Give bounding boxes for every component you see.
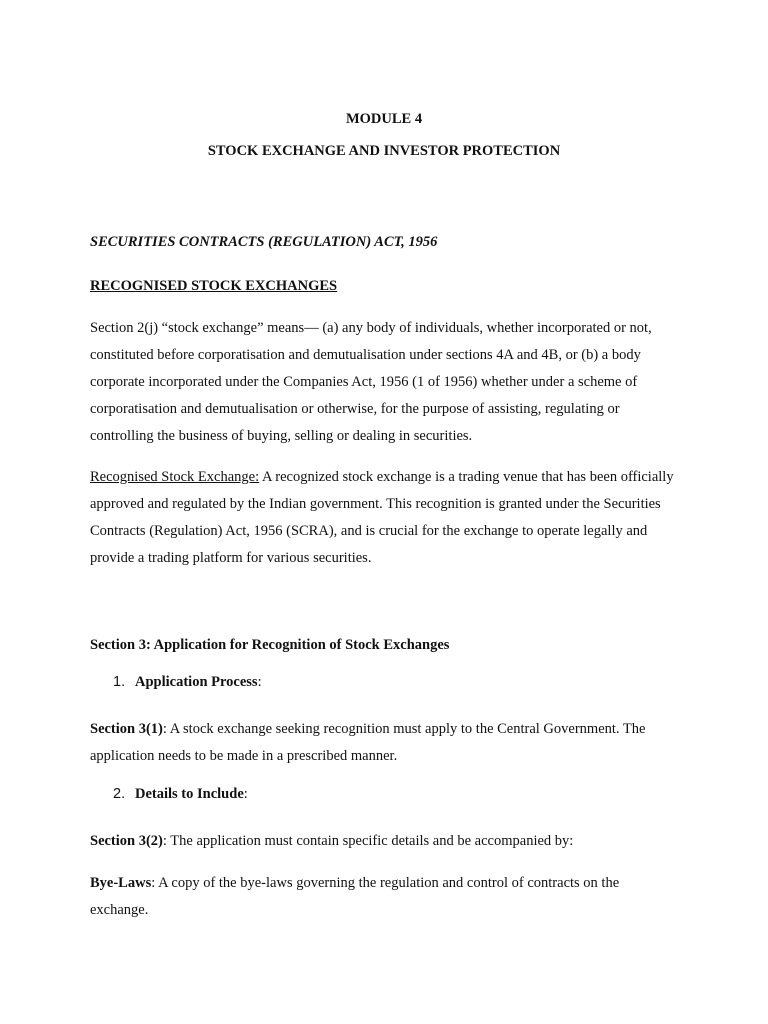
section-3-2-label: Section 3(2) [90,833,163,849]
list-item-colon: : [257,674,262,690]
section-2j-paragraph: Section 2(j) “stock exchange” means— (a) any body of individuals, whether incorporated or not, constituted before corporatisation and demutualisation under sections 4A and 4B, or (b) a body corporate incorporated under the Companies Act, 1956 (1 of 1956) whether under a scheme of corporatisation and demutualisation or otherwise, for the purpose of assisting, regulating or controlling the business of buying, selling or dealing in securities. [90,320,652,444]
list-number: 1. [113,674,126,690]
list-item-label: Details to Include [135,786,244,802]
list-item [113,786,248,803]
section-3-2-text: : The application must contain specific details and be accompanied by: [162,833,574,849]
section-3-2-paragraph [90,828,680,855]
bye-laws-text: : A copy of the bye-laws governing the regulation and control of contracts on the exchange. [90,875,620,918]
module-heading: MODULE 4 [345,111,423,127]
recognised-stock-exchanges-heading: RECOGNISED STOCK EXCHANGES [90,278,338,294]
bye-laws-label: Bye-Laws [90,875,152,891]
section-3-heading: Section 3: Application for Recognition of Stock Exchanges [90,637,450,653]
section-3-1-text: : A stock exchange seeking recognition must apply to the Central Government. The application needs to be made in a prescribed manner. [90,721,646,764]
list-item [113,674,262,691]
document-title: STOCK EXCHANGE AND INVESTOR PROTECTION [207,143,561,159]
section-3-1-label: Section 3(1) [90,721,163,737]
section-3-1-paragraph [90,716,680,770]
list-item-colon: : [243,786,248,802]
recognised-stock-exchange-paragraph [90,464,680,572]
list-number: 2. [113,786,126,802]
list-item-label: Application Process [135,674,258,690]
bye-laws-paragraph [90,870,680,924]
recognised-stock-exchange-text: A recognized stock exchange is a trading venue that has been officially approved and regulated by the Indian government. This recognition is granted under the Securities Contracts (Regulation) Act, 1956 (SCRA), and is crucial for the exchange to operate legally and provide a trading platform for various securities. [90,469,674,566]
act-heading: SECURITIES CONTRACTS (REGULATION) ACT, 1956 [90,234,438,250]
recognised-stock-exchange-label: Recognised Stock Exchange: [90,469,260,485]
